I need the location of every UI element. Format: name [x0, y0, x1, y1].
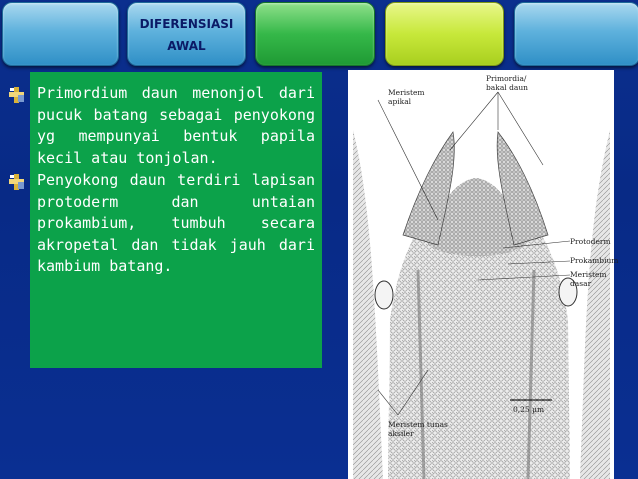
- label-meristem-tunas: Meristem tunas aksiler: [388, 420, 448, 438]
- label-meristem-dasar: Meristem dasar: [570, 270, 607, 288]
- tab-label-line1: DIFERENSIASI: [139, 17, 234, 31]
- label-meristem-apikal: Meristem apikal: [388, 88, 425, 106]
- tab-4[interactable]: [385, 2, 504, 66]
- bullet-text: Primordium daun menonjol dari pucuk batang sebagai penyokong yg mempunyai bentuk papila kecil atau tonjolan.: [37, 84, 315, 167]
- tab-label-line2: AWAL: [167, 39, 206, 53]
- tab-1[interactable]: [2, 2, 119, 66]
- bullet-icon: [9, 174, 25, 190]
- label-primordia: Primordia/ bakal daun: [486, 74, 529, 92]
- bullet-item: [2, 83, 362, 169]
- label-scale: 0,25 µm: [513, 405, 545, 414]
- label-protoderm: Protoderm: [570, 237, 611, 246]
- label-prokambium: Prokambium: [570, 256, 619, 265]
- tab-differensiasi-awal[interactable]: [127, 2, 246, 66]
- bullet-item: [2, 170, 362, 278]
- tab-3[interactable]: [255, 2, 375, 66]
- tab-5[interactable]: [514, 2, 638, 66]
- shoot-apex-figure: [348, 70, 619, 479]
- bullet-icon: [9, 87, 25, 103]
- bullet-list: [2, 72, 362, 278]
- tab-label: [128, 13, 245, 57]
- bullet-text: Penyokong daun terdiri lapisan protoderm dan untaian prokambium, tumbuh secara akropetal dan tidak jauh dari kambium batang.: [37, 171, 315, 275]
